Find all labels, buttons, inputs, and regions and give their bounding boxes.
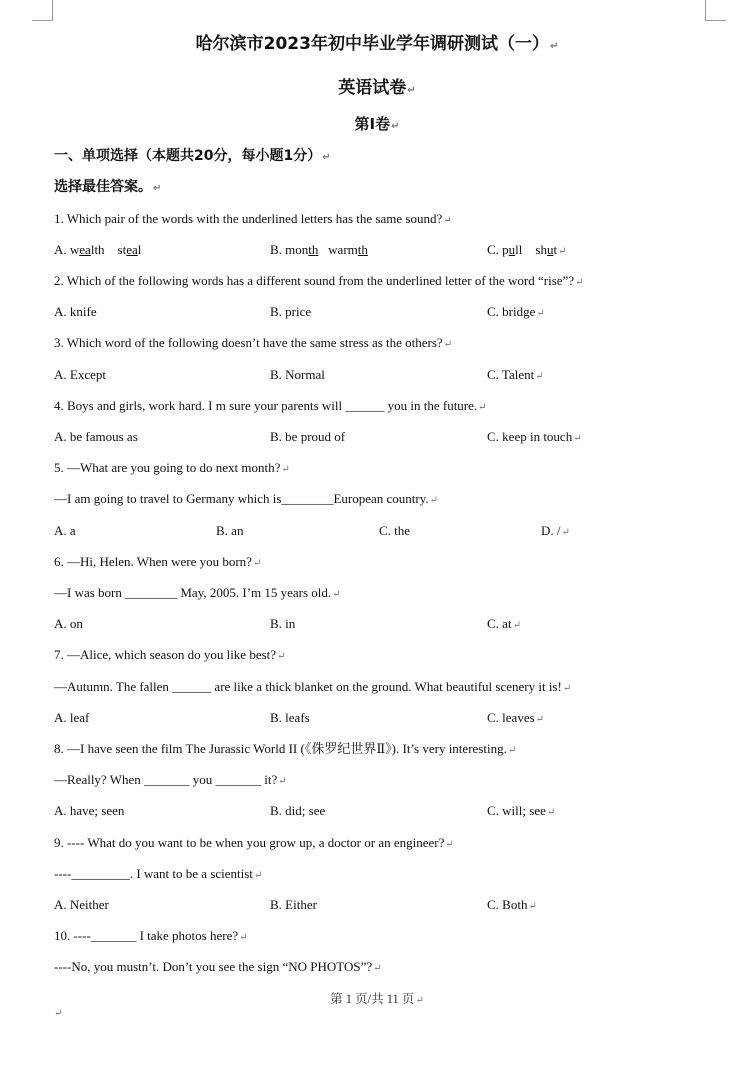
- option-b: B. an: [216, 523, 244, 538]
- section-instruction: 选择最佳答案。↵: [54, 179, 162, 195]
- question-stem: 5. —What are you going to do next month?↵: [54, 460, 290, 475]
- question-dialogue: —Really? When _______ you _______ it?↵: [54, 772, 287, 787]
- option-c: C. leaves↵: [487, 710, 545, 725]
- question-dialogue: —I am going to travel to Germany which is________European country.↵: [54, 491, 439, 506]
- option-b: B. in: [270, 616, 296, 631]
- page-corner-mark-left: [32, 0, 53, 21]
- paragraph-mark: ↵: [54, 1008, 63, 1019]
- option-a: A. a: [54, 523, 76, 538]
- question-dialogue: ----No, you mustn’t. Don’t you see the sign “NO PHOTOS”?↵: [54, 959, 382, 974]
- option-a: A. leaf: [54, 710, 90, 725]
- option-a: A. be famous as: [54, 429, 138, 444]
- option-c: C. Talent↵: [487, 367, 544, 382]
- question-stem: 6. —Hi, Helen. When were you born?↵: [54, 554, 262, 569]
- volume-label: 第Ⅰ卷↵: [354, 115, 400, 133]
- question-stem: 1. Which pair of the words with the underlined letters has the same sound?↵: [54, 211, 452, 226]
- question-stem: 2. Which of the following words has a different sound from the underlined letter of the word “rise”?↵: [54, 273, 584, 288]
- option-d: D. /↵: [541, 523, 570, 538]
- option-c: C. at↵: [487, 616, 521, 631]
- option-c: C. bridge↵: [487, 304, 545, 319]
- option-c: C. pull shut↵: [487, 242, 567, 257]
- option-a: A. wealth steal: [54, 242, 142, 257]
- page-corner-mark-right: [705, 0, 726, 21]
- option-a: A. Except: [54, 367, 106, 382]
- option-b: B. month warmth: [270, 242, 368, 257]
- question-stem: 9. ---- What do you want to be when you grow up, a doctor or an engineer?↵: [54, 835, 454, 850]
- option-b: B. Either: [270, 897, 317, 912]
- question-stem: 8. —I have seen the film The Jurassic World II (《侏罗纪世界Ⅱ》). It’s very interesting.↵: [54, 741, 517, 756]
- question-dialogue: —I was born ________ May, 2005. I’m 15 years old.↵: [54, 585, 341, 600]
- option-a: A. knife: [54, 304, 97, 319]
- option-a: A. on: [54, 616, 83, 631]
- question-stem: 10. ----_______ I take photos here?↵: [54, 928, 248, 943]
- option-b: B. did; see: [270, 803, 326, 818]
- option-c: C. Both↵: [487, 897, 537, 912]
- section-heading: 一、单项选择（本题共20分，每小题1分）↵: [54, 148, 331, 164]
- option-c: C. keep in touch↵: [487, 429, 582, 444]
- question-stem: 3. Which word of the following doesn’t have the same stress as the others?↵: [54, 335, 453, 350]
- question-stem: 7. —Alice, which season do you like best?↵: [54, 647, 286, 662]
- option-b: B. be proud of: [270, 429, 346, 444]
- option-b: B. price: [270, 304, 312, 319]
- question-dialogue: ----_________. I want to be a scientist↵: [54, 866, 263, 881]
- exam-subtitle: 英语试卷↵: [338, 78, 416, 98]
- option-b: B. Normal: [270, 367, 325, 382]
- question-dialogue: —Autumn. The fallen ______ are like a thick blanket on the ground. What beautiful scenery it is!↵: [54, 679, 572, 694]
- question-stem: 4. Boys and girls, work hard. I m sure your parents will ______ you in the future.↵: [54, 398, 487, 413]
- option-b: B. leafs: [270, 710, 310, 725]
- option-c: C. will; see↵: [487, 803, 556, 818]
- page-footer: 第 1 页/共 11 页↵: [330, 992, 424, 1006]
- option-a: A. Neither: [54, 897, 109, 912]
- option-a: A. have; seen: [54, 803, 125, 818]
- exam-title: 哈尔滨市2023年初中毕业学年调研测试（一）↵: [195, 34, 559, 54]
- option-c: C. the: [379, 523, 411, 538]
